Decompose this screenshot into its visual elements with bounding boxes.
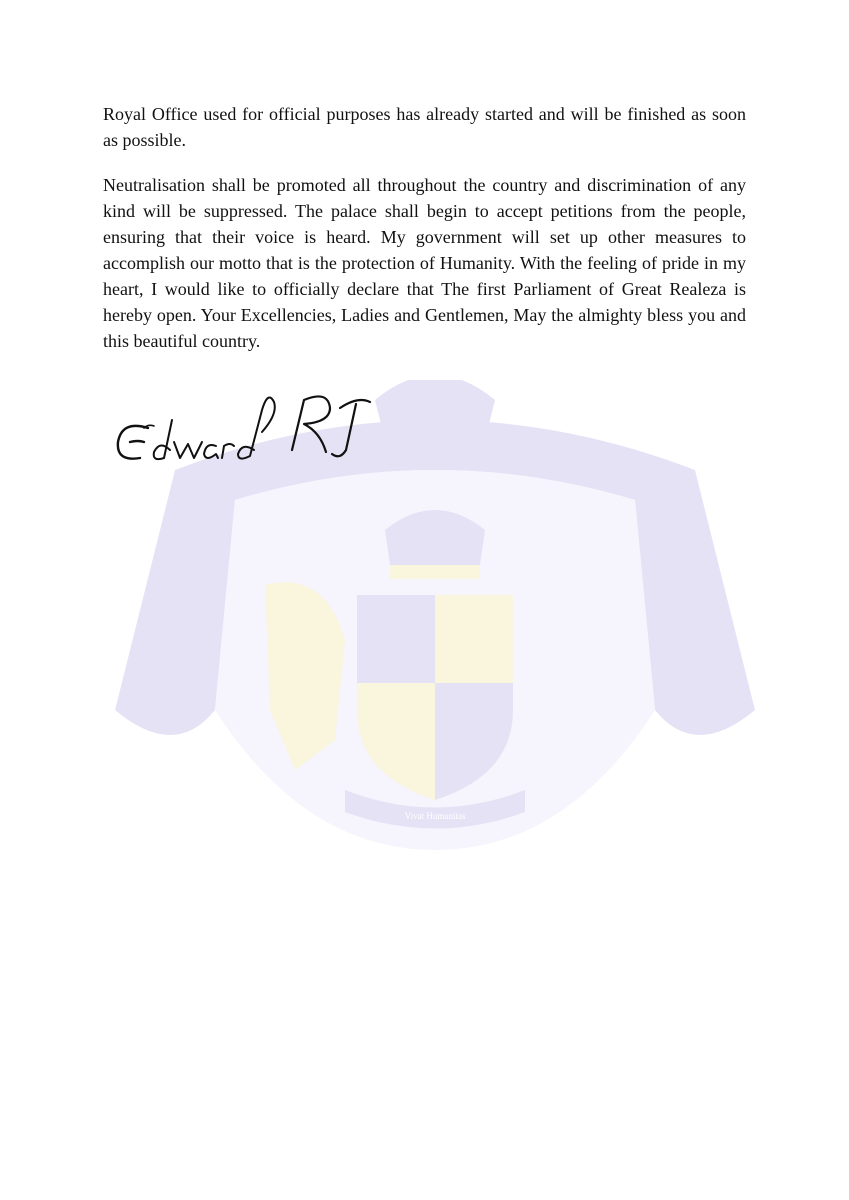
signature-edward-ri <box>108 380 378 490</box>
paragraph-2: Neutralisation shall be promoted all throughout the country and discrimination of any kind will be suppressed. The palace shall begin to accept petitions from the people, ensuring that their voice is heard. My government will set up other measures to accomplish our motto that is the protection of Humanity. With the feeling of pride in my heart, I would like to officially declare that The first Parliament of Great Realeza is hereby open. Your Excellencies, Ladies and Gentlemen, May the almighty bless you and this beautiful country. <box>103 175 746 351</box>
watermark-motto: Vivat Humanitas <box>404 811 466 821</box>
paragraph-1: Royal Office used for official purposes has already started and will be finished as soon as possible. <box>103 104 746 150</box>
